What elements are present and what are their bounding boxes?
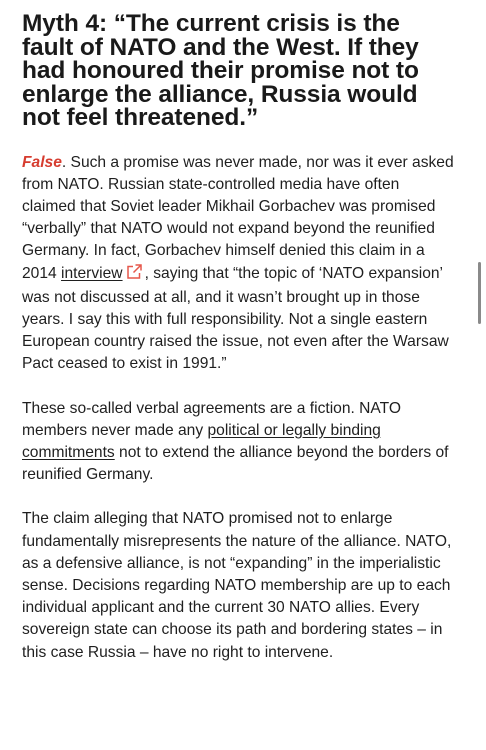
paragraph2-text-a: These so-called verbal agreements are a fiction. NATO members never made any bbox=[22, 399, 402, 439]
external-link-icon[interactable] bbox=[126, 264, 143, 287]
false-label: False bbox=[22, 153, 62, 171]
paragraph2-text-b: not to extend the alliance beyond the borders of reunified Germany. bbox=[22, 443, 449, 484]
interview-link[interactable]: interview bbox=[61, 264, 123, 282]
paragraph-verbal-agreements bbox=[22, 398, 456, 487]
paragraph1-text-a: . Such a promise was never made, nor was it ever asked from NATO. Russian state-controlled media have often claimed that Soviet leader Mikhail Gorbachev was promised “verbally” that NATO would not expand beyond the reunified Germany. In fact, Gorbachev himself denied this claim in a 2014 bbox=[22, 153, 454, 282]
paragraph-false-claim bbox=[22, 152, 456, 376]
commitments-link[interactable]: political or legally binding commitments bbox=[22, 421, 381, 461]
scrollbar-thumb[interactable] bbox=[478, 262, 481, 324]
paragraph-nato-nature: The claim alleging that NATO promised not to enlarge fundamentally misrepresents the nature of the alliance. NATO, as a defensive alliance, is not “expanding” in the imperialistic sense. Decisions regarding NATO membership are up to each individual applicant and the current 30 NATO allies. Every sovereign state can choose its path and bordering states – in this case Russia – have no right to intervene. bbox=[22, 510, 452, 661]
myth-heading: Myth 4: “The current crisis is the fault of NATO and the West. If they had honoured their promise not to enlarge the alliance, Russia would not feel threatened.” bbox=[22, 10, 419, 131]
paragraph1-text-b: , saying that “the topic of ‘NATO expansion’ was not discussed at all, and it wasn’t brought up in those years. I say this with full responsibility. Not a single eastern European country raised the issue, not even after the Warsaw Pact ceased to exist in 1991.” bbox=[22, 264, 449, 373]
